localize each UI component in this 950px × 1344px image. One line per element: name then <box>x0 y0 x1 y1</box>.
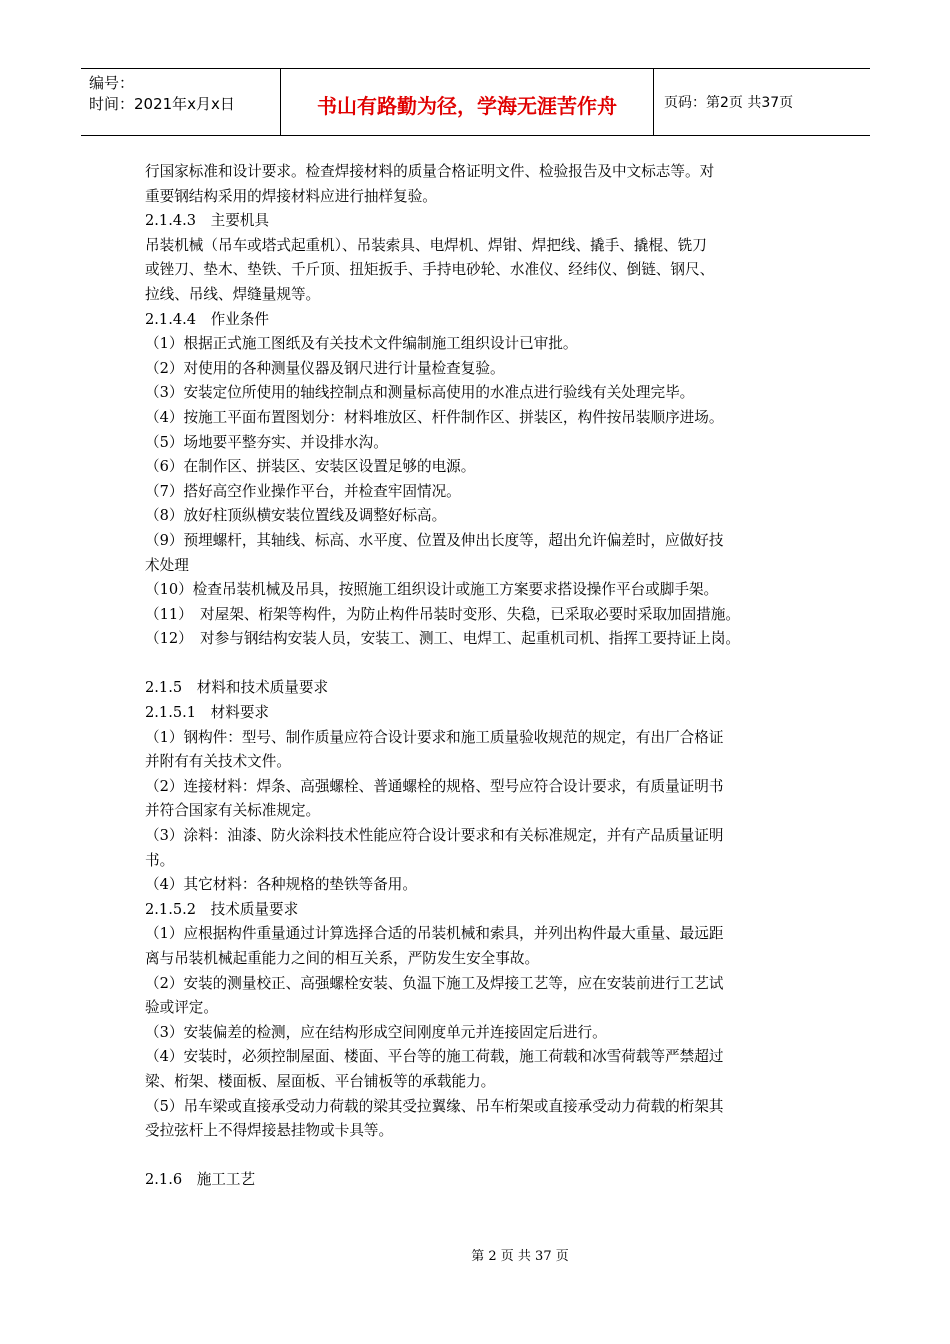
text-line: 2.1.4.4 作业条件 <box>145 310 270 328</box>
text-line: （7）搭好高空作业操作平台，并检查牢固情况。 <box>145 482 461 500</box>
text-line: 2.1.6 施工工艺 <box>145 1171 256 1189</box>
header-page-info: 页码：第2页 共37页 <box>664 95 794 111</box>
text-line: （8）放好柱顶纵横安装位置线及调整好标高。 <box>145 507 447 525</box>
text-line: 2.1.5.1 材料要求 <box>145 704 270 722</box>
text-line: 术处理 <box>145 556 189 574</box>
text-line: （2）对使用的各种测量仪器及钢尺进行计量检查复验。 <box>145 359 505 377</box>
document-number-label: 编号： <box>89 74 135 92</box>
text-line: 行国家标准和设计要求。检查焊接材料的质量合格证明文件、检验报告及中文标志等。对 <box>145 163 715 180</box>
text-line: 梁、桁架、楼面板、屋面板、平台铺板等的承载能力。 <box>145 1072 496 1090</box>
text-line: 离与吊装机械起重能力之间的相互关系，严防发生安全事故。 <box>145 950 540 967</box>
text-line: 验或评定。 <box>145 999 218 1017</box>
blank-line <box>145 1144 825 1169</box>
text-line: （4）安装时，必须控制屋面、楼面、平台等的施工荷载，施工荷载和冰雪荷载等严禁超过 <box>145 1048 724 1066</box>
text-line: （10）检查吊装机械及吊具，按照施工组织设计或施工方案要求搭设操作平台或脚手架。 <box>145 581 719 599</box>
text-line: （5）场地要平整夯实、并设排水沟。 <box>145 433 388 451</box>
text-line: 重要钢结构采用的焊接材料应进行抽样复验。 <box>145 187 437 205</box>
header-meta <box>81 69 281 135</box>
text-line: 吊装机械（吊车或塔式起重机）、吊装索具、电焊机、焊钳、焊把线、撬手、撬棍、铣刀 <box>145 236 707 254</box>
text-line: （4）按施工平面布置图划分：材料堆放区、杆件制作区、拼装区，构件按吊装顺序进场。 <box>145 408 724 426</box>
page-header <box>81 68 870 136</box>
text-line: （3）涂料：油漆、防火涂料技术性能应符合设计要求和有关标准规定，并有产品质量证明 <box>145 827 724 845</box>
text-line: （9）预埋螺杆，其轴线、标高、水平度、位置及伸出长度等，超出允许偏差时，应做好技 <box>145 531 724 549</box>
text-line: 书。 <box>145 851 175 869</box>
text-line: 或锉刀、垫木、垫铁、千斤顶、扭矩扳手、手持电砂轮、水准仪、经纬仪、倒链、钢尺、 <box>145 261 715 279</box>
document-date: 时间：2021年x月x日 <box>89 95 235 113</box>
document-body <box>145 160 825 1193</box>
text-line: （1）应根据构件重量通过计算选择合适的吊装机械和索具，并列出构件最大重量、最远距 <box>145 925 724 943</box>
text-line: 并附有有关技术文件。 <box>145 753 291 771</box>
text-line: 2.1.5.2 技术质量要求 <box>145 900 299 918</box>
text-line: （2）连接材料：焊条、高强螺栓、普通螺栓的规格、型号应符合设计要求，有质量证明书 <box>145 777 724 795</box>
text-line: （1）根据正式施工图纸及有关技术文件编制施工组织设计已审批。 <box>145 335 578 353</box>
text-line: 2.1.4.3 主要机具 <box>145 212 270 230</box>
text-line: （1）钢构件：型号、制作质量应符合设计要求和施工质量验收规范的规定，有出厂合格证 <box>145 728 724 746</box>
header-motto: 书山有路勤为径，学海无涯苦作舟 <box>281 69 654 135</box>
text-line: （6）在制作区、拼装区、安装区设置足够的电源。 <box>145 458 476 476</box>
text-line: （5）吊车梁或直接承受动力荷载的梁其受拉翼缘、吊车桁架或直接承受动力荷载的桁架其 <box>145 1097 724 1115</box>
text-line: 2.1.5 材料和技术质量要求 <box>145 679 329 697</box>
text-line: 并符合国家有关标准规定。 <box>145 802 321 820</box>
text-line: （4）其它材料：各种规格的垫铁等备用。 <box>145 876 417 894</box>
text-line: （3）安装偏差的检测，应在结构形成空间刚度单元并连接固定后进行。 <box>145 1023 607 1041</box>
text-line: （3）安装定位所使用的轴线控制点和测量标高使用的水准点进行验线有关处理完毕。 <box>145 384 695 402</box>
text-line: （11） 对屋架、桁架等构件，为防止构件吊装时变形、失稳，已采取必要时采取加固措施。 <box>145 605 741 623</box>
blank-line <box>145 652 825 677</box>
page-footer: 第 2 页 共 37 页 <box>471 1249 569 1264</box>
text-line: （2）安装的测量校正、高强螺栓安装、负温下施工及焊接工艺等，应在安装前进行工艺试 <box>145 974 724 992</box>
text-line: 拉线、吊线、焊缝量规等。 <box>145 285 321 303</box>
text-line: 受拉弦杆上不得焊接悬挂物或卡具等。 <box>145 1122 394 1140</box>
text-line: （12） 对参与钢结构安装人员，安装工、测工、电焊工、起重机司机、指挥工要持证上岗。 <box>145 630 741 648</box>
